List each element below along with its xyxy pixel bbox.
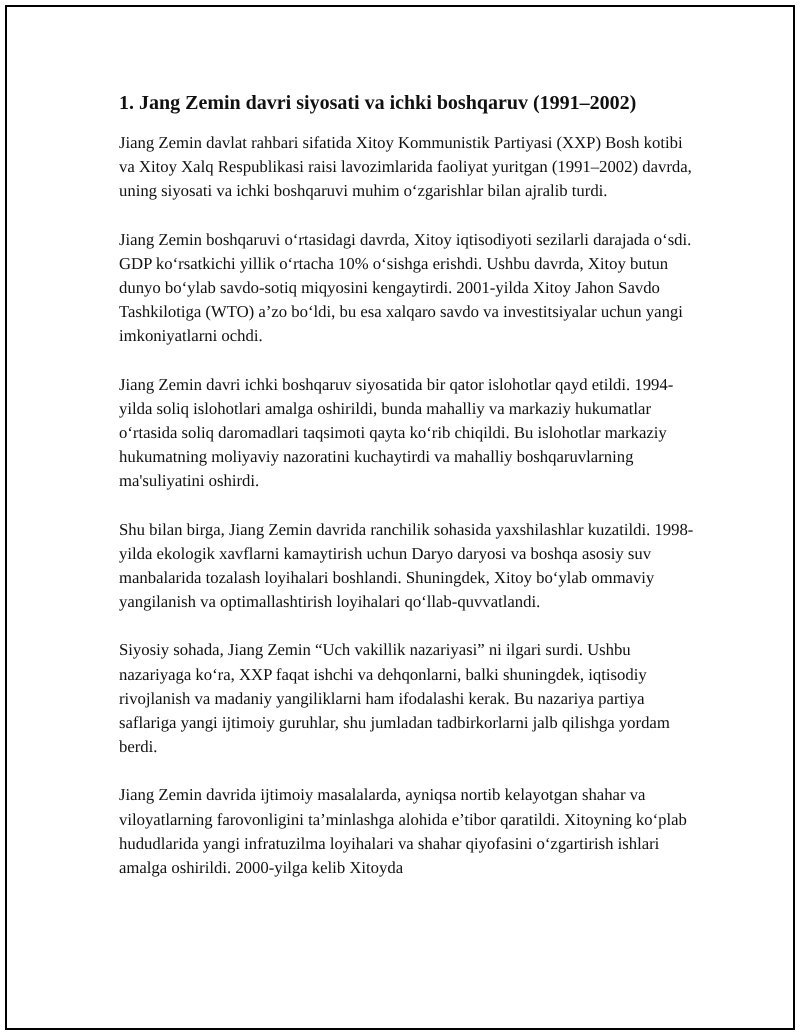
document-page: [5, 5, 795, 1030]
paragraph-politics: Siyosiy sohada, Jiang Zemin “Uch vakillik nazariyasi” ni ilgari surdi. Ushbu nazariyaga ko‘ra, XXP faqat ishchi va dehqonlarni, balki shuningdek, iqtisodiy rivojlanish va madaniy yangiliklarni ham ifodalashi kerak. Bu nazariya partiya saflariga yangi ijtimoiy guruhlar, shu jumladan tadbirkorlarni jalb qilishga yordam berdi.: [119, 640, 670, 757]
paragraph-intro: Jiang Zemin davlat rahbari sifatida Xitoy Kommunistik Partiyasi (XXP) Bosh kotibi va Xitoy Xalq Respublikasi raisi lavozimlarida faoliyat yuritgan (1991–2002) davrda, uning siyosati va ichki boshqaruvi muhim o‘zgarishlar bilan ajralib turdi.: [119, 133, 692, 201]
document-body: [119, 89, 699, 904]
section-heading: 1. Jang Zemin davri siyosati va ichki boshqaruv (1991–2002): [119, 92, 637, 114]
paragraph-ecology: Shu bilan birga, Jiang Zemin davrida ranchilik sohasida yaxshilashlar kuzatildi. 1998-yilda ekologik xavflarni kamaytirish uchun Daryo daryosi va boshqa asosiy suv manbalarida tozalash loyihalari boshlandi. Shuningdek, Xitoy bo‘ylab ommaviy yangilanish va optimallashtirish loyihalari qo‘llab-quvvatlandi.: [119, 519, 694, 612]
paragraph-economy: Jiang Zemin boshqaruvi o‘rtasidagi davrda, Xitoy iqtisodiyoti sezilarli darajada o‘sdi. GDP ko‘rsatkichi yillik o‘rtacha 10% o‘sishga erishdi. Ushbu davrda, Xitoy butun dunyo bo‘ylab savdo-sotiq miqyosini kengaytirdi. 2001-yilda Xitoy Jahon Savdo Tashkilotiga (WTO) a’zo bo‘ldi, bu esa xalqaro savdo va investitsiyalar uchun yangi imkoniyatlarni ochdi.: [119, 229, 692, 346]
paragraph-social: Jiang Zemin davrida ijtimoiy masalalarda, ayniqsa nortib kelayotgan shahar va viloyatlarning farovonligini ta’minlashga alohida e’tibor qaratildi. Xitoyning ko‘plab hududlarida yangi infratuzilma loyihalari va shahar qiyofasini o‘zgartirish ishlari amalga oshirildi. 2000-yilga kelib Xitoyda: [119, 785, 687, 878]
paragraph-reforms: Jiang Zemin davri ichki boshqaruv siyosatida bir qator islohotlar qayd etildi. 1994-yilda soliq islohotlari amalga oshirildi, bunda mahalliy va markaziy hukumatlar o‘rtasida soliq daromadlari taqsimoti qayta ko‘rib chiqildi. Bu islohotlar markaziy hukumatning moliyaviy nazoratini kuchaytirdi va mahalliy boshqaruvlarning ma'suliyatini oshirdi.: [119, 374, 674, 491]
